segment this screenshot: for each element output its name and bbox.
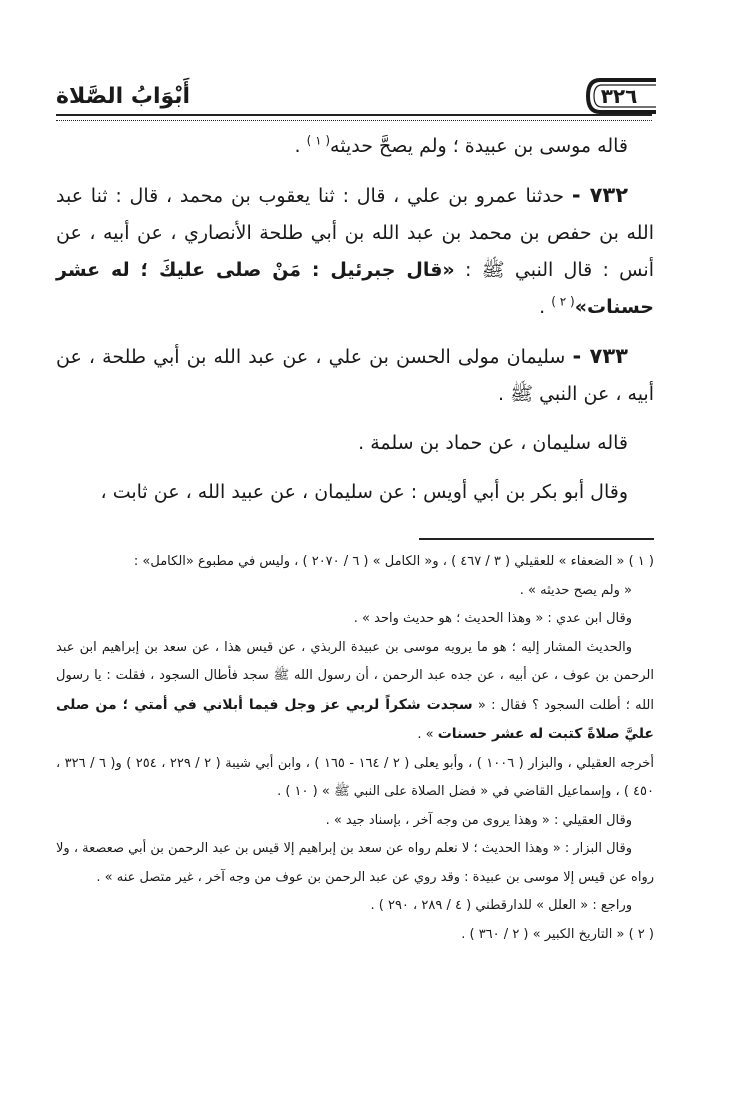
footnote-2: ( ٢ ) « التاريخ الكبير » ( ٢ / ٣٦٠ ) . xyxy=(461,926,654,942)
hadith-733 xyxy=(56,338,654,413)
running-title: أَبْوَابُ الصَّلاة xyxy=(56,84,191,109)
hadith-732-quote: «قال جبرئيل : مَنْ صلى عليكَ ؛ له عشر حسنات» xyxy=(56,259,654,318)
footnote-1-ibn-adi: وقال ابن عدي : « وهذا الحديث ؛ هو حديث واحد » . xyxy=(353,611,632,626)
hadith-733-text: سليمان مولى الحسن بن علي ، عن عبد الله بن أبي طلحة ، عن أبيه ، عن النبي ﷺ . xyxy=(56,346,654,405)
book-page xyxy=(56,70,654,1080)
main-text xyxy=(56,128,654,523)
hadith-number-732: ٧٣٢ - xyxy=(571,183,629,207)
footnote-separator xyxy=(419,538,654,540)
footnote-ref-1: ( ١ ) xyxy=(306,133,331,148)
paragraph-1 xyxy=(56,128,654,165)
footnote-1-quote: « ولم يصح حديثه » . xyxy=(519,582,632,598)
paragraph-1-end: . xyxy=(294,135,307,157)
page-number: ٣٢٦ xyxy=(600,84,638,108)
footnote-1-bazzar: وقال البزار : « وهذا الحديث ؛ لا نعلم رواه عن سعد بن إبراهيم إلا قيس بن عبد الرحمن بن أبي صعصعة ، ولا رواه عن قيس إلا موسى بن عبيدة : وقد روي عن عبد الرحمن بن عوف من وجه آخر ، غير متصل عنه » . xyxy=(56,841,654,885)
footnotes xyxy=(56,548,654,949)
footnote-1-hadith-text: والحديث المشار إليه ؛ هو ما يرويه موسى بن عبيدة الربذي ، عن قيس هذا ، عن سعد بن إبراهيم ابن عبد الرحمن بن عوف ، عن أبيه ، عن جده عبد الرحمن ، أن رسول الله ﷺ سجد فأطال السجود ، فقلت : يا رسول الله ؛ أطلت السجود ؟ فقال : « xyxy=(56,639,655,713)
hadith-732-end: . xyxy=(539,296,552,318)
paragraph-1-text: قاله موسى بن عبيدة ؛ ولم يصحَّ حديثه xyxy=(330,135,628,157)
hadith-732 xyxy=(56,177,654,326)
paragraph-4: قاله سليمان ، عن حماد بن سلمة . xyxy=(358,432,628,454)
footnote-ref-2: ( ٢ ) xyxy=(551,294,575,309)
footnote-1: ( ١ ) « الضعفاء » للعقيلي ( ٣ / ٤٦٧ ) ، و« الكامل » ( ٦ / ٢٠٧٠ ) ، وليس في مطبوع «الكامل» : xyxy=(133,554,654,569)
page-number-badge xyxy=(586,76,660,116)
footnote-1-ilal: وراجع : « العلل » للدارقطني ( ٤ / ٢٨٩ ، ٢٩٠ ) . xyxy=(370,898,632,913)
hadith-number-733: ٧٣٣ - xyxy=(572,344,628,368)
footnote-1-hadith-quote: سجدت شكراً لربي عز وجل فيما أبلاني في أمتي ؛ من صلى عليَّ صلاةً كتبت له عشر حسنات xyxy=(56,696,654,742)
paragraph-5: وقال أبو بكر بن أبي أويس : عن سليمان ، عن عبيد الله ، عن ثابت ، xyxy=(100,481,628,503)
footnote-1-hadith xyxy=(56,634,654,750)
hadith-732-text: حدثنا عمرو بن علي ، قال : ثنا يعقوب بن محمد ، قال : ثنا عبد الله بن حفص بن محمد بن عبد الله بن أبي طلحة الأنصاري ، عن أبيه ، عن أنس : قال النبي ﷺ : xyxy=(56,185,654,281)
header-rule xyxy=(56,114,652,121)
footnote-1-takhrij: أخرجه العقيلي ، والبزار ( ١٠٠٦ ) ، وأبو يعلى ( ٢ / ١٦٤ - ١٦٥ ) ، وابن أبي شيبة ( ٢ / ٢٢٩ ، ٢٥٤ ) و( ٦ / ٣٢٦ ، ٤٥٠ ) ، وإسماعيل القاضي في « فضل الصلاة على النبي ﷺ » ( ١٠ ) . xyxy=(56,755,654,799)
footnote-1-uqayli: وقال العقيلي : « وهذا يروى من وجه آخر ، بإسناد جيد » . xyxy=(325,812,632,828)
page-header xyxy=(56,70,654,122)
footnote-1-hadith-end: » . xyxy=(417,727,438,742)
